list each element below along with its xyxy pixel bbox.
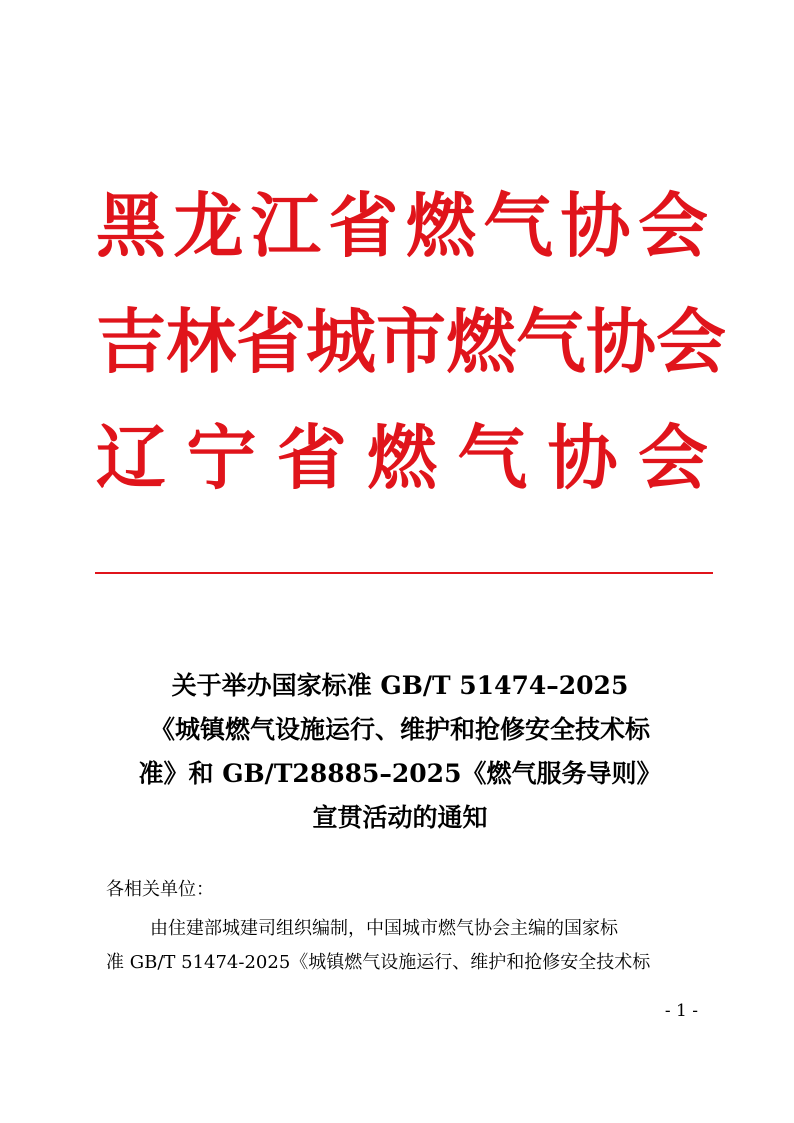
association-name-char: 气 (483, 184, 554, 267)
association-name-char: 燃 (446, 300, 516, 383)
association-name-heilongjiang (96, 168, 708, 284)
body-paragraph (106, 912, 702, 980)
association-name-char: 燃 (366, 416, 437, 499)
association-name-char: 吉 (96, 300, 166, 383)
association-name-char: 省 (328, 184, 399, 267)
association-name-char: 省 (276, 416, 347, 499)
association-name-char: 林 (166, 300, 236, 383)
association-name-char: 会 (656, 300, 726, 383)
association-name-char: 市 (376, 300, 446, 383)
association-name-char: 黑 (96, 184, 166, 267)
title-line: 准》和 GB/T28885–2025《燃气服务导则》 (138, 759, 662, 788)
association-name-char: 省 (236, 300, 306, 383)
title-line: 《城镇燃气设施运行、维护和抢修安全技术标 (149, 715, 650, 744)
association-name-char: 气 (457, 416, 528, 499)
issuing-associations-header (96, 168, 726, 516)
association-name-char: 协 (547, 416, 618, 499)
paragraph-line: 准 GB/T 51474-2025《城镇燃气设施运行、维护和抢修安全技术标 (106, 952, 651, 973)
association-name-char: 燃 (405, 184, 476, 267)
association-name-char: 协 (560, 184, 631, 267)
document-title (100, 664, 700, 840)
association-name-char: 宁 (186, 416, 257, 499)
association-name-char: 会 (637, 184, 708, 267)
association-name-char: 龙 (173, 184, 244, 267)
association-name-liaoning (96, 400, 708, 516)
association-name-char: 气 (516, 300, 586, 383)
title-line: 宣贯活动的通知 (312, 803, 488, 832)
association-name-char: 城 (306, 300, 376, 383)
paragraph-line: 由住建部城建司组织编制，中国城市燃气协会主编的国家标 (150, 918, 618, 939)
association-name-char: 会 (637, 416, 708, 499)
association-name-char: 江 (250, 184, 321, 267)
salutation: 各相关单位： (106, 879, 214, 900)
association-name-char: 辽 (96, 416, 166, 499)
title-line: 关于举办国家标准 GB/T 51474–2025 (171, 671, 629, 700)
association-name-jilin (96, 284, 726, 400)
red-divider-line (95, 572, 713, 574)
association-name-char: 协 (586, 300, 656, 383)
page-number: - 1 - (664, 1001, 698, 1021)
